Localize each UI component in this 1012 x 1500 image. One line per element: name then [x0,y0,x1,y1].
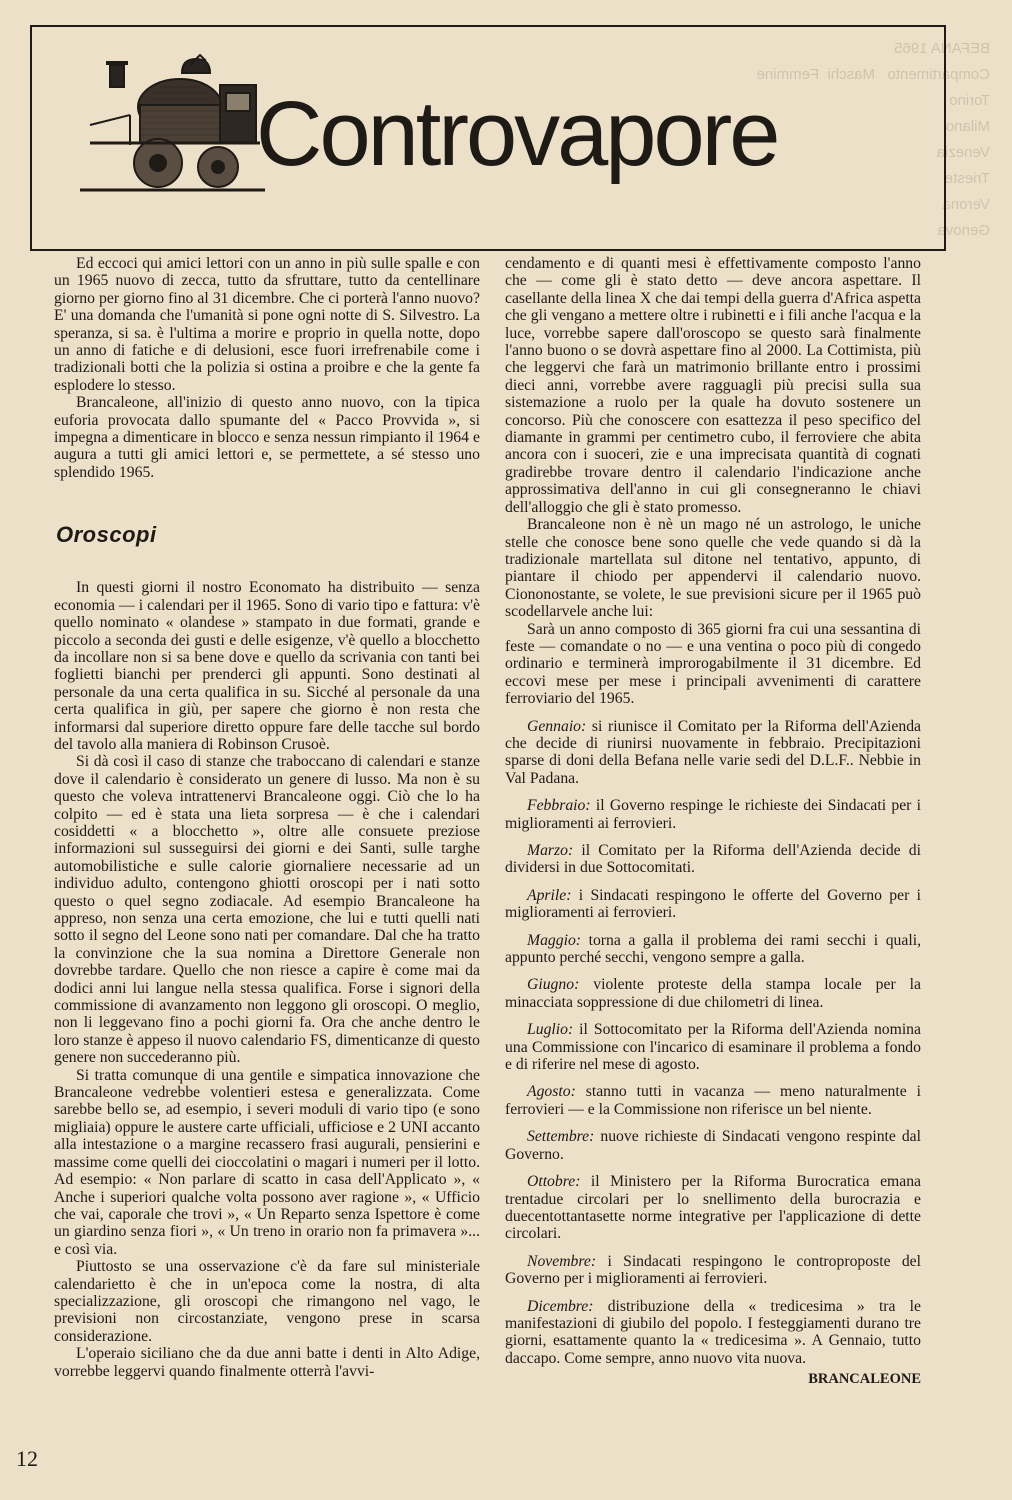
month-text: il Comitato per la Riforma dell'Azienda decide di dividersi in due Sottocomitati. [505,842,921,877]
month-entry [505,1253,921,1288]
month-text: stanno tutti in vacanza — meno naturalmente i ferrovieri — e la Commissione non riferisce un bel niente. [505,1083,921,1118]
month-name: Agosto: [527,1083,576,1101]
page-number: 12 [16,1446,38,1471]
right-column [505,255,921,1389]
paragraph: Si tratta comunque di una gentile e simpatica innovazione che Brancaleone vedrebbe volentieri estesa e generalizzata. Come sarebbe bello se, ad esempio, i severi moduli di vario tipo (e sono migliaia) oppure le austere carte ufficiali, ufficiose e 2 UNI accanto alla intestazione o a margine recassero frasi augurali, pensierini e massime come quelli dei cioccolatini o magari i numeri per il lotto. Ad esempio: « Non parlare di scatto in casa dell'Applicato », « Anche i superiori qualche volta possono aver ragione », « Ufficio che vai, caporale che trovi », « Un Reparto senza Ispettore è come un giardino senza fiori », « Un treno in orario non fa primavera »... e così via. [54,1066,480,1258]
month-text: il Sottocomitato per la Riforma dell'Azienda nomina una Commissione con l'incarico di esaminare il problema a fondo e di riferire nel mese di agosto. [505,1021,921,1074]
month-name: Dicembre: [527,1297,594,1315]
month-name: Aprile: [527,886,572,904]
left-column [54,255,480,1380]
bleed-through-text: BEFANA 1965 Compartimento Maschi Femmine Torino Milano Venezia Trieste Verona Genova [756,40,990,239]
month-name: Giugno: [527,976,580,994]
locomotive-engraving-icon [70,45,270,200]
paragraph: Brancaleone non è nè un mago né un astrologo, le uniche stelle che conosce bene sono quelle che vede quando si dà la tradizionale martellata sul ditone nel tentativo, appunto, di piantare il chiodo per appendervi il calendario nuovo. Ciononostante, se volete, le sue previsioni sicure per il 1965 può scodellarvele anche lui: [505,516,921,621]
month-text: violente proteste della stampa locale per la minacciata soppressione di due chilometri di linea. [505,976,921,1011]
month-text: torna a galla il problema dei rami secchi i quali, appunto perché secchi, vengono sempre a galla. [505,931,921,967]
paragraph: Brancaleone, all'inizio di questo anno nuovo, con la tipica euforia provocata dallo spumante del « Pacco Provvida », si impegna a dimenticare in blocco e senza nessun rimpianto il 1964 e augura a tutti gli amici lettori e, se permettete, a sé stesso uno splendido 1965. [54,394,480,481]
month-entry [505,976,921,1011]
author-signature: BRANCALEONE [808,1371,921,1388]
paragraph: cendamento e di quanti mesi è effettivamente composto l'anno che — come gli è stato detto — deve ancora aspettare. Il casellante della linea X che dai tempi della guerra d'Africa aspetta che gli vengano a mettere oltre i rubinetti e i fili anche l'acqua e la luce, vorrebbe sapere dall'oroscopo se questo sarà finalmente l'anno buono o se dovrà aspettare fino al 2000. La Cottimista, più che leggervi che farà un matrimonio brillante entro i prossimi dieci anni, vorrebbe avere ragguagli più precisi sulla sua sistemazione a ruolo per la quale ha dovuto sostenere un concorso. Più che conoscere con esattezza il peso specifico del diamante in grammi per centimetro cubo, il ferroviere che abita ancora con i suoceri, zie e una imprecisata quantità di cognati gradirebbe trovare dentro il calendario l'indicazione anche approssimativa dell'anno in cui gli consegneranno le chiavi dell'alloggio che gli è stato promesso. [505,255,921,516]
paragraph: Si dà così il caso di stanze che traboccano di calendari e stanze dove il calendario è considerato un genere di lusso. Ma non è su questo che voleva intrattenervi Brancaleone oggi. Ciò che lo ha colpito — ed è stata una lieta sorpresa — è che i calendari cosiddetti « a blocchetto », oltre alle consuete preziose informazioni sul susseguirsi dei giorni e dei Santi, sulle targhe automobilistiche e sulle calorie giornaliere necessarie ad un individuo adulto, contengono ghiotti oroscopi per i nati sotto questo o quel segno zodiacale. Ad esempio Brancaleone ha appreso, non senza una certa emozione, che lui e tutti quelli nati sotto il segno del Leone sono nati per comandare. Dal che ha tratto la convinzione che la sua nomina a Direttore Generale non dovrebbe tardare. Quello che non riesce a capire è come mai da dodici anni lui langue nella stessa qualifica. Forse i signori della commissione di avanzamento non leggono gli oroscopi. O meglio, non li leggevano fino a pochi giorni fa. Ora che anche dentro le loro stanze è appeso il nuovo calendario FS, dimenticanze di questo genere non succederanno più. [54,753,480,1067]
paragraph: Sarà un anno composto di 365 giorni fra cui una sessantina di feste — comandate o no — e una ventina o poco più di congedo ordinario e terminerà improrogabilmente il 31 dicembre. Ed eccovi mese per mese i principali avvenimenti di carattere ferroviario del 1965. [505,620,921,708]
month-name: Luglio: [527,1021,574,1039]
section-heading: Oroscopi [56,522,157,547]
month-name: Febbraio: [527,797,591,815]
paragraph: Piuttosto se una osservazione c'è da fare sul ministeriale calendarietto è che in un'epoca come la nostra, di alta specializzazione, gli oroscopi che rimangono nel vago, le previsioni non circostanziate, vengono prese in scarsa considerazione. [54,1258,480,1345]
month-entry [505,1173,921,1243]
month-entry [505,1083,921,1118]
month-text: nuove richieste di Sindacati vengono respinte dal Governo. [505,1128,922,1163]
month-name: Marzo: [527,842,574,859]
page-title: Controvapore [256,83,778,185]
month-text: i Sindacati respingono le controproposte del Governo per i miglioramenti ai ferrovieri. [505,1252,921,1288]
paragraph: In questi giorni il nostro Economato ha distribuito — senza economia — i calendari per il 1965. Sono di vario tipo e fattura: v'è quello nominato « olandese » stampato in due formati, grande e piccolo a seconda dei gusti e delle esigenze, v'è quello a blocchetto da incollare non si sa bene dove e quello da scrivania con tanti bei foglietti bianchi per prenderci gli appunti. Sono destinati al personale da una certa qualifica in su. Sicché al personale da una certa qualifica in giù, per sapere che giorno è non resta che informarsi dal superiore diretto oppure fare delle tacche sul bordo del tavolo alla maniera di Robinson Crusoè. [54,579,480,753]
paragraph: L'operaio siciliano che da due anni batte i denti in Alto Adige, vorrebbe leggervi quando finalmente otterrà l'avvi- [54,1345,480,1380]
month-text: si riunisce il Comitato per la Riforma dell'Azienda che decide di riunirsi nuovamente in febbraio. Precipitazioni sparse di doni della Befana nelle varie sedi del D.L.F.. Nebbie in Val Padana. [505,717,922,787]
month-name: Ottobre: [527,1173,581,1191]
paragraph: Ed eccoci qui amici lettori con un anno in più sulle spalle e con un 1965 nuovo di zecca, tutto da sfruttare, tutto da centellinare giorno per giorno fino al 31 dicembre. Che ci porterà l'anno nuovo? E' una domanda che l'umanità si pone ogni notte di S. Silvestro. La speranza, si sa. è l'ultima a morire e proprio in quella notte, dopo un anno di fatiche e di delusioni, esce fuori irrefrenabile come i tradizionali botti che la polizia si ostina a proibre e che la gente fa esplodere lo stesso. [54,255,480,394]
month-text: il Governo respinge le richieste dei Sindacati per i miglioramenti ai ferrovieri. [505,797,921,832]
month-entry [505,932,921,967]
month-text: i Sindacati respingono le offerte del Governo per i miglioramenti ai ferrovieri. [505,886,922,922]
month-entry [505,887,921,922]
month-name: Novembre: [527,1252,597,1270]
month-entry [505,797,921,832]
month-entry [505,842,921,877]
month-text: il Ministero per la Riforma Burocratica emana trentadue circolari per lo snellimento della burocrazia e duecentottantasette norme integrative per l'applicazione di dette circolari. [505,1173,921,1243]
month-entry [505,1021,921,1073]
month-entry [505,718,921,788]
month-text: distribuzione della « tredicesima » tra le manifestazioni di giubilo del popolo. I festeggiamenti durano tre giorni, esattamente quanto la « tredicesima ». A Gennaio, tutto daccapo. Come sempre, anno nuovo vita nuova. [505,1297,921,1367]
month-name: Settembre: [527,1128,595,1146]
month-name: Maggio: [527,931,582,949]
month-entry [505,1298,921,1368]
month-entry [505,1128,921,1163]
month-name: Gennaio: [527,717,587,735]
